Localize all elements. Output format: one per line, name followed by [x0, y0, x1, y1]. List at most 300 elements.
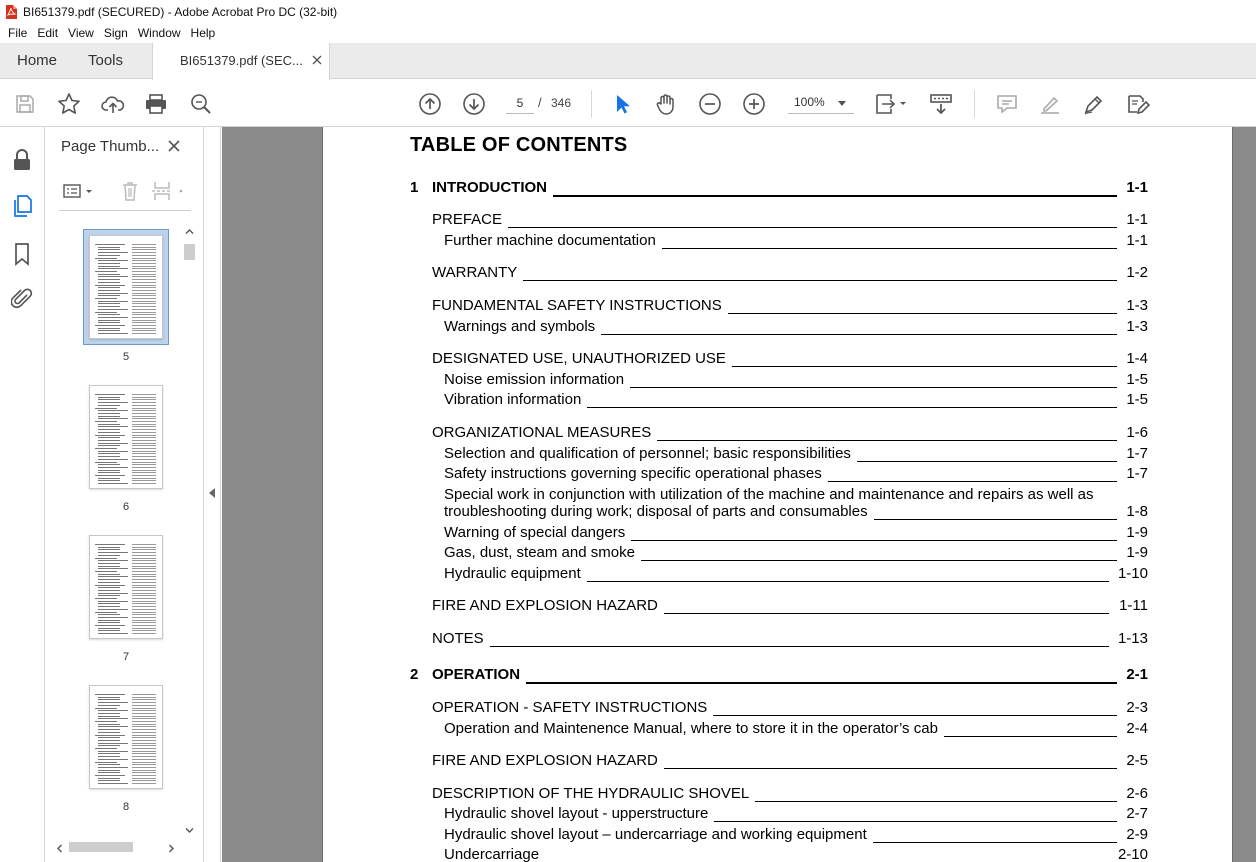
toc-entry-row[interactable] — [323, 232, 1234, 252]
thumbnail-leader-line — [132, 301, 156, 302]
toc-page-number: 2-7 — [1126, 805, 1148, 822]
sign-pen-icon[interactable] — [1082, 92, 1106, 116]
thumbnail-leader-line — [132, 295, 156, 296]
thumbnail-text-line — [98, 552, 128, 553]
page-thumbnail[interactable] — [89, 235, 163, 339]
page-total: 346 — [551, 96, 572, 110]
toc-entry-row[interactable] — [323, 544, 1234, 564]
thumbnail-text-line — [98, 555, 120, 556]
document-scrollbar[interactable] — [1234, 127, 1256, 862]
toc-leader-line — [587, 407, 1117, 408]
thumbnail-text-line — [98, 478, 120, 479]
select-cursor-icon[interactable] — [610, 92, 634, 116]
thumbnail-text-line — [98, 759, 128, 760]
toc-leader-line — [523, 280, 1117, 281]
toc-entry-text: Operation and Maintenence Manual, where to store it in the operator’s cab — [444, 720, 942, 737]
thumbnail-text-line — [98, 726, 128, 727]
toc-leader-line — [728, 313, 1117, 314]
thumbnail-leader-line — [132, 435, 156, 436]
scroll-left-arrow-icon[interactable] — [55, 842, 64, 856]
thumbnail-text-line — [98, 451, 128, 452]
toc-page-number: 1-8 — [1126, 503, 1148, 520]
thumbnail-text-line — [95, 394, 125, 395]
collapse-arrow-icon — [209, 488, 215, 498]
panel-collapse-handle[interactable] — [204, 127, 221, 862]
toc-entry-text: Vibration information — [444, 391, 585, 408]
thumbnail-text-line — [98, 767, 128, 768]
thumbnail-leader-line — [132, 713, 156, 714]
thumbnail-text-line — [98, 247, 120, 248]
toc-entry-row[interactable] — [323, 597, 1234, 617]
thumbnail-leader-line — [132, 290, 156, 291]
thumbnail-text-line — [95, 408, 117, 409]
edit-document-icon[interactable] — [1126, 92, 1150, 116]
toc-page-number: 2-4 — [1126, 720, 1148, 737]
page-thumbnail[interactable] — [89, 535, 163, 639]
toc-entry-row[interactable] — [323, 391, 1234, 411]
thumbnail-text-line — [98, 770, 120, 771]
search-zoom-icon[interactable] — [189, 92, 213, 116]
thumbnail-leader-line — [132, 566, 156, 567]
thumbnail-leader-line — [132, 263, 156, 264]
toc-leader-line — [713, 715, 1117, 716]
thumbnail-leader-line — [132, 244, 156, 245]
scroll-up-arrow-icon[interactable] — [185, 225, 194, 234]
thumbnail-text-line — [95, 462, 117, 463]
toc-entry-row[interactable] — [323, 264, 1234, 284]
star-bookmark-icon[interactable] — [57, 92, 81, 116]
thumbnail-leader-line — [132, 266, 156, 267]
toc-section-row[interactable] — [323, 666, 1234, 686]
toc-entry-text: Special work in conjunction with utilization of the machine and maintenance and repairs as well as — [444, 486, 1094, 503]
thumbnail-leader-line — [132, 721, 156, 722]
toc-entry-row[interactable] — [323, 424, 1234, 444]
toc-entry-row[interactable] — [323, 805, 1234, 825]
thumbnail-leader-line — [132, 276, 156, 277]
toc-entry-text: Selection and qualification of personnel; basic responsibilities — [444, 445, 855, 462]
thumbnail-text-line — [95, 312, 117, 313]
toc-section-title: OPERATION — [432, 666, 524, 683]
thumbnail-leader-line — [132, 726, 156, 727]
toc-entry-row[interactable] — [323, 350, 1234, 370]
thumbnail-text-line — [98, 622, 120, 623]
thumbnail-leader-line — [132, 426, 156, 427]
toc-page-number: 1-10 — [1117, 565, 1148, 582]
left-rail — [0, 127, 45, 862]
zoom-in-icon[interactable] — [742, 92, 766, 116]
thumbnail-text-line — [95, 448, 117, 449]
thumbnail-text-line — [98, 593, 128, 594]
thumbnail-text-line — [98, 405, 120, 406]
thumbnail-text-line — [98, 724, 120, 725]
toc-entry-text: ORGANIZATIONAL MEASURES — [432, 424, 655, 441]
page-number-input[interactable] — [506, 92, 534, 114]
thumbnail-page-label: 5 — [122, 351, 130, 363]
toc-page-number: 1-1 — [1126, 211, 1148, 228]
chevron-down-icon — [838, 101, 846, 106]
thumbnail-text-line — [98, 437, 120, 438]
toc-section-number: 1 — [410, 179, 419, 196]
thumbnail-leader-line — [132, 697, 156, 698]
highlight-pen-icon[interactable] — [1038, 92, 1062, 116]
thumbnail-leader-line — [132, 614, 156, 615]
toc-leader-line — [873, 842, 1117, 843]
thumbnail-text-line — [98, 582, 120, 583]
menu-file[interactable]: File — [8, 26, 28, 40]
thumbnail-page-label: 8 — [122, 801, 130, 813]
thumbnail-text-line — [98, 290, 120, 291]
thumbnail-leader-line — [132, 568, 156, 569]
thumbnail-text-line — [98, 322, 120, 323]
toc-entry-text: FIRE AND EXPLOSION HAZARD — [432, 597, 662, 614]
page-thumbnail[interactable] — [89, 685, 163, 789]
thumbnail-text-line — [98, 249, 120, 250]
zoom-out-icon[interactable] — [698, 92, 722, 116]
thumbnail-leader-line — [132, 718, 156, 719]
toc-entry-row[interactable] — [323, 211, 1234, 231]
thumbnail-text-line — [95, 285, 125, 286]
toc-page-number: 2-6 — [1126, 785, 1148, 802]
thumbnail-text-line — [98, 467, 128, 468]
toc-page-number: 1-6 — [1126, 424, 1148, 441]
toc-entry-row[interactable] — [323, 699, 1234, 719]
thumbnail-leader-line — [132, 585, 156, 586]
toc-page-number: 1-9 — [1126, 524, 1148, 541]
attachments-paperclip-icon[interactable] — [10, 287, 34, 311]
thumbnail-leader-line — [132, 462, 156, 463]
thumbnail-leader-line — [132, 432, 156, 433]
toc-entry-row[interactable] — [323, 565, 1234, 585]
thumbnail-leader-line — [132, 429, 156, 430]
toc-leader-line — [526, 682, 1117, 684]
thumbnail-text-line — [95, 325, 125, 326]
toc-section-title: INTRODUCTION — [432, 179, 551, 196]
page-thumbnails-icon[interactable] — [10, 194, 34, 218]
thumbnail-text-line — [98, 590, 120, 591]
toc-entry-text: OPERATION - SAFETY INSTRUCTIONS — [432, 699, 711, 716]
thumbnail-leader-line — [132, 330, 156, 331]
thumbnail-text-line — [98, 456, 120, 457]
thumbnail-leader-line — [132, 287, 156, 288]
thumbnail-text-line — [98, 459, 128, 460]
thumbnail-text-line — [98, 603, 120, 604]
thumbnail-leader-line — [132, 402, 156, 403]
thumbnail-leader-line — [132, 579, 156, 580]
toc-page-number: 1-3 — [1126, 318, 1148, 335]
thumbnail-text-line — [98, 274, 120, 275]
thumbnail-text-line — [98, 756, 120, 757]
toolbar-divider — [591, 90, 592, 118]
split-page-icon[interactable] — [149, 179, 175, 203]
toc-page-number: 1-11 — [1119, 597, 1148, 614]
thumbnail-leader-line — [132, 753, 156, 754]
thumbnail-leader-line — [132, 298, 156, 299]
document-viewport[interactable] — [222, 127, 1256, 862]
thumbnail-leader-line — [132, 582, 156, 583]
pdf-page — [322, 127, 1233, 862]
thumbnail-text-line — [98, 276, 128, 277]
toc-leader-line — [664, 768, 1117, 769]
toc-page-number: 1-2 — [1126, 264, 1148, 281]
thumbnail-leader-line — [132, 716, 156, 717]
thumbnail-leader-line — [132, 255, 156, 256]
thumbnail-leader-line — [132, 702, 156, 703]
more-icon[interactable] — [175, 179, 187, 203]
print-icon[interactable] — [144, 92, 168, 116]
thumbnail-leader-line — [132, 271, 156, 272]
thumbnail-text-line — [98, 587, 120, 588]
thumbnail-leader-line — [132, 325, 156, 326]
thumbnail-leader-line — [132, 783, 156, 784]
thumbnail-leader-line — [132, 470, 156, 471]
thumbnail-text-line — [98, 628, 120, 629]
toc-entry-text: Gas, dust, steam and smoke — [444, 544, 639, 561]
thumbnail-leader-line — [132, 694, 156, 695]
thumbnail-text-line — [98, 440, 120, 441]
thumbnail-leader-line — [132, 279, 156, 280]
thumbnail-text-line — [98, 260, 128, 261]
thumbnail-leader-line — [132, 252, 156, 253]
save-icon[interactable] — [13, 92, 37, 116]
menu-sign[interactable]: Sign — [103, 26, 128, 40]
thumbnail-text-line — [95, 258, 117, 259]
thumbnail-text-line — [98, 306, 120, 307]
toc-entry-text: Hydraulic shovel layout – undercarriage and working equipment — [444, 826, 871, 843]
toc-entry-row[interactable] — [323, 486, 1234, 520]
thumbnail-leader-line — [132, 424, 156, 425]
menu-help[interactable]: Help — [190, 26, 216, 40]
page-thumbnail[interactable] — [89, 385, 163, 489]
scroll-mode-icon[interactable] — [929, 92, 953, 116]
thumbnail-leader-line — [132, 630, 156, 631]
toc-entry-row[interactable] — [323, 371, 1234, 391]
menu-edit[interactable]: Edit — [37, 26, 59, 40]
thumbnail-leader-line — [132, 764, 156, 765]
main-toolbar — [0, 80, 1256, 127]
thumbnail-leader-line — [132, 480, 156, 481]
thumbnail-text-line — [98, 333, 128, 334]
scroll-down-arrow-icon[interactable] — [185, 824, 194, 833]
thumbnail-text-line — [95, 435, 125, 436]
toc-page-number: 1-7 — [1126, 445, 1148, 462]
thumbnail-text-line — [95, 748, 117, 749]
thumbnail-tools — [59, 175, 191, 211]
thumbnail-leader-line — [132, 558, 156, 559]
thumbnail-leader-line — [132, 576, 156, 577]
thumbnail-text-line — [98, 317, 128, 318]
toc-entry-row[interactable] — [323, 752, 1234, 772]
toc-entry-text: Further machine documentation — [444, 232, 660, 249]
toc-leader-line — [553, 195, 1117, 197]
thumbnail-text-line — [98, 424, 120, 425]
thumbnail-text-line — [98, 568, 128, 569]
previous-page-icon[interactable] — [418, 92, 442, 116]
thumbnail-text-line — [98, 630, 120, 631]
tab-home[interactable]: Home — [17, 52, 58, 69]
thumbnail-leader-line — [132, 601, 156, 602]
thumbnail-text-line — [98, 453, 120, 454]
thumbnail-leader-line — [132, 247, 156, 248]
thumbnail-text-line — [98, 579, 120, 580]
thumbnail-text-line — [98, 287, 120, 288]
close-tab-icon[interactable] — [311, 54, 323, 66]
zoom-dropdown[interactable] — [788, 92, 854, 114]
thumbnail-horizontal-scrollbar[interactable] — [53, 839, 181, 855]
thumbnail-leader-line — [132, 625, 156, 626]
toc-entry-text: PREFACE — [432, 211, 506, 228]
thumbnail-text-line — [98, 464, 120, 465]
thumbnail-text-line — [98, 772, 120, 773]
toc-entry-row[interactable] — [323, 465, 1234, 485]
thumbnail-text-line — [98, 617, 128, 618]
panel-title: Page Thumb... — [61, 138, 160, 155]
bookmarks-icon[interactable] — [10, 242, 34, 266]
toc-entry-row[interactable] — [323, 297, 1234, 317]
toc-leader-line — [828, 481, 1117, 482]
toc-leader-line — [874, 519, 1117, 520]
close-panel-icon[interactable] — [167, 139, 181, 153]
thumbnail-text-line — [98, 303, 120, 304]
thumbnail-leader-line — [132, 394, 156, 395]
toc-entry-text: DESCRIPTION OF THE HYDRAULIC SHOVEL — [432, 785, 753, 802]
thumbnail-text-line — [98, 614, 120, 615]
thumbnail-text-line — [98, 480, 120, 481]
page-fit-icon[interactable] — [874, 92, 910, 116]
toc-page-number: 1-1 — [1126, 179, 1148, 196]
toc-leader-line — [732, 366, 1117, 367]
toc-entry-row[interactable] — [323, 318, 1234, 338]
thumbnail-leader-line — [132, 397, 156, 398]
lock-icon[interactable] — [10, 148, 34, 172]
toc-page-number: 2-9 — [1126, 826, 1148, 843]
thumbnail-text-line — [98, 713, 120, 714]
toc-leader-line — [631, 540, 1117, 541]
thumbnail-text-line — [98, 445, 120, 446]
toc-entry-row[interactable] — [323, 445, 1234, 465]
thumbnail-text-line — [98, 416, 120, 417]
thumbnail-text-line — [98, 293, 128, 294]
thumbnail-leader-line — [132, 418, 156, 419]
cloud-upload-icon[interactable] — [101, 92, 125, 116]
tab-document[interactable] — [152, 43, 330, 80]
thumbnail-leader-line — [132, 705, 156, 706]
thumbnail-leader-line — [132, 328, 156, 329]
toc-page-number: 2-10 — [1117, 846, 1148, 862]
scrollbar-thumb[interactable] — [69, 842, 133, 852]
thumbnail-leader-line — [132, 743, 156, 744]
toc-page-number: 1-9 — [1126, 544, 1148, 561]
toc-entry-row[interactable] — [323, 846, 1234, 862]
thumbnail-text-line — [98, 702, 128, 703]
thumbnail-leader-line — [132, 767, 156, 768]
thumbnail-leader-line — [132, 628, 156, 629]
thumbnail-text-line — [98, 255, 120, 256]
menu-view[interactable]: View — [68, 26, 94, 40]
thumbnail-leader-line — [132, 249, 156, 250]
thumbnail-text-line — [98, 443, 128, 444]
toc-entry-row[interactable] — [323, 630, 1234, 650]
thumbnail-text-line — [98, 413, 120, 414]
scrollbar-thumb[interactable] — [184, 244, 195, 260]
thumbnail-options-icon[interactable] — [61, 179, 97, 203]
thumbnail-list — [45, 222, 181, 830]
thumbnail-leader-line — [132, 306, 156, 307]
thumbnail-page-label: 7 — [122, 651, 130, 663]
thumbnail-text-line — [98, 266, 120, 267]
thumbnail-leader-line — [132, 453, 156, 454]
thumbnail-page-label: 6 — [122, 501, 130, 513]
thumbnail-text-line — [98, 429, 120, 430]
thumbnail-text-line — [98, 470, 120, 471]
next-page-icon[interactable] — [462, 92, 486, 116]
thumbnail-text-line — [98, 729, 120, 730]
thumbnail-leader-line — [132, 560, 156, 561]
toc-leader-line — [755, 801, 1117, 802]
thumbnail-text-line — [95, 571, 117, 572]
comment-icon[interactable] — [995, 92, 1019, 116]
toc-leader-line — [662, 248, 1117, 249]
thumbnail-leader-line — [132, 735, 156, 736]
thumbnail-text-line — [98, 314, 120, 315]
toc-entry-text: Warning of special dangers — [444, 524, 629, 541]
thumbnail-leader-line — [132, 282, 156, 283]
tab-document-label: BI651379.pdf (SEC... — [180, 53, 303, 68]
menu-window[interactable]: Window — [137, 26, 181, 40]
thumbnail-text-line — [98, 560, 128, 561]
toc-entry-row[interactable] — [323, 720, 1234, 740]
window-title: BI651379.pdf (SECURED) - Adobe Acrobat Pro DC (32-bit) — [23, 4, 338, 19]
tab-tools[interactable]: Tools — [88, 52, 124, 69]
thumbnail-leader-line — [132, 547, 156, 548]
thumbnail-leader-line — [132, 320, 156, 321]
thumbnail-text-line — [98, 418, 128, 419]
toc-page-number: 2-1 — [1126, 666, 1148, 683]
thumbnail-text-line — [95, 735, 125, 736]
toc-entry-row[interactable] — [323, 524, 1234, 544]
toc-entry-row[interactable] — [323, 785, 1234, 805]
thumbnail-leader-line — [132, 759, 156, 760]
thumbnail-leader-line — [132, 748, 156, 749]
toc-page-number: 1-5 — [1126, 391, 1148, 408]
thumbnail-leader-line — [132, 729, 156, 730]
scroll-right-arrow-icon[interactable] — [167, 842, 176, 856]
thumbnail-text-line — [98, 718, 128, 719]
toc-entry-text: FUNDAMENTAL SAFETY INSTRUCTIONS — [432, 297, 726, 314]
delete-page-icon[interactable] — [117, 179, 143, 203]
thumbnail-vertical-scrollbar[interactable] — [181, 222, 198, 832]
toc-entry-row[interactable] — [323, 826, 1234, 846]
thumbnail-text-line — [98, 432, 120, 433]
hand-tool-icon[interactable] — [654, 92, 678, 116]
thumbnail-leader-line — [132, 778, 156, 779]
toc-leader-line — [657, 440, 1117, 441]
page-thumbnails-panel — [45, 127, 204, 862]
toc-entry-text: Warnings and symbols — [444, 318, 599, 335]
thumbnail-leader-line — [132, 467, 156, 468]
thumbnail-leader-line — [132, 737, 156, 738]
page-separator: / — [538, 95, 542, 110]
thumbnail-leader-line — [132, 293, 156, 294]
thumbnail-text-line — [95, 585, 125, 586]
thumbnail-leader-line — [132, 571, 156, 572]
thumbnail-leader-line — [132, 258, 156, 259]
thumbnail-leader-line — [132, 552, 156, 553]
thumbnail-text-line — [98, 410, 128, 411]
thumbnail-leader-line — [132, 617, 156, 618]
thumbnail-leader-line — [132, 775, 156, 776]
toc-section-row[interactable] — [323, 179, 1234, 199]
thumbnail-text-line — [98, 595, 120, 596]
